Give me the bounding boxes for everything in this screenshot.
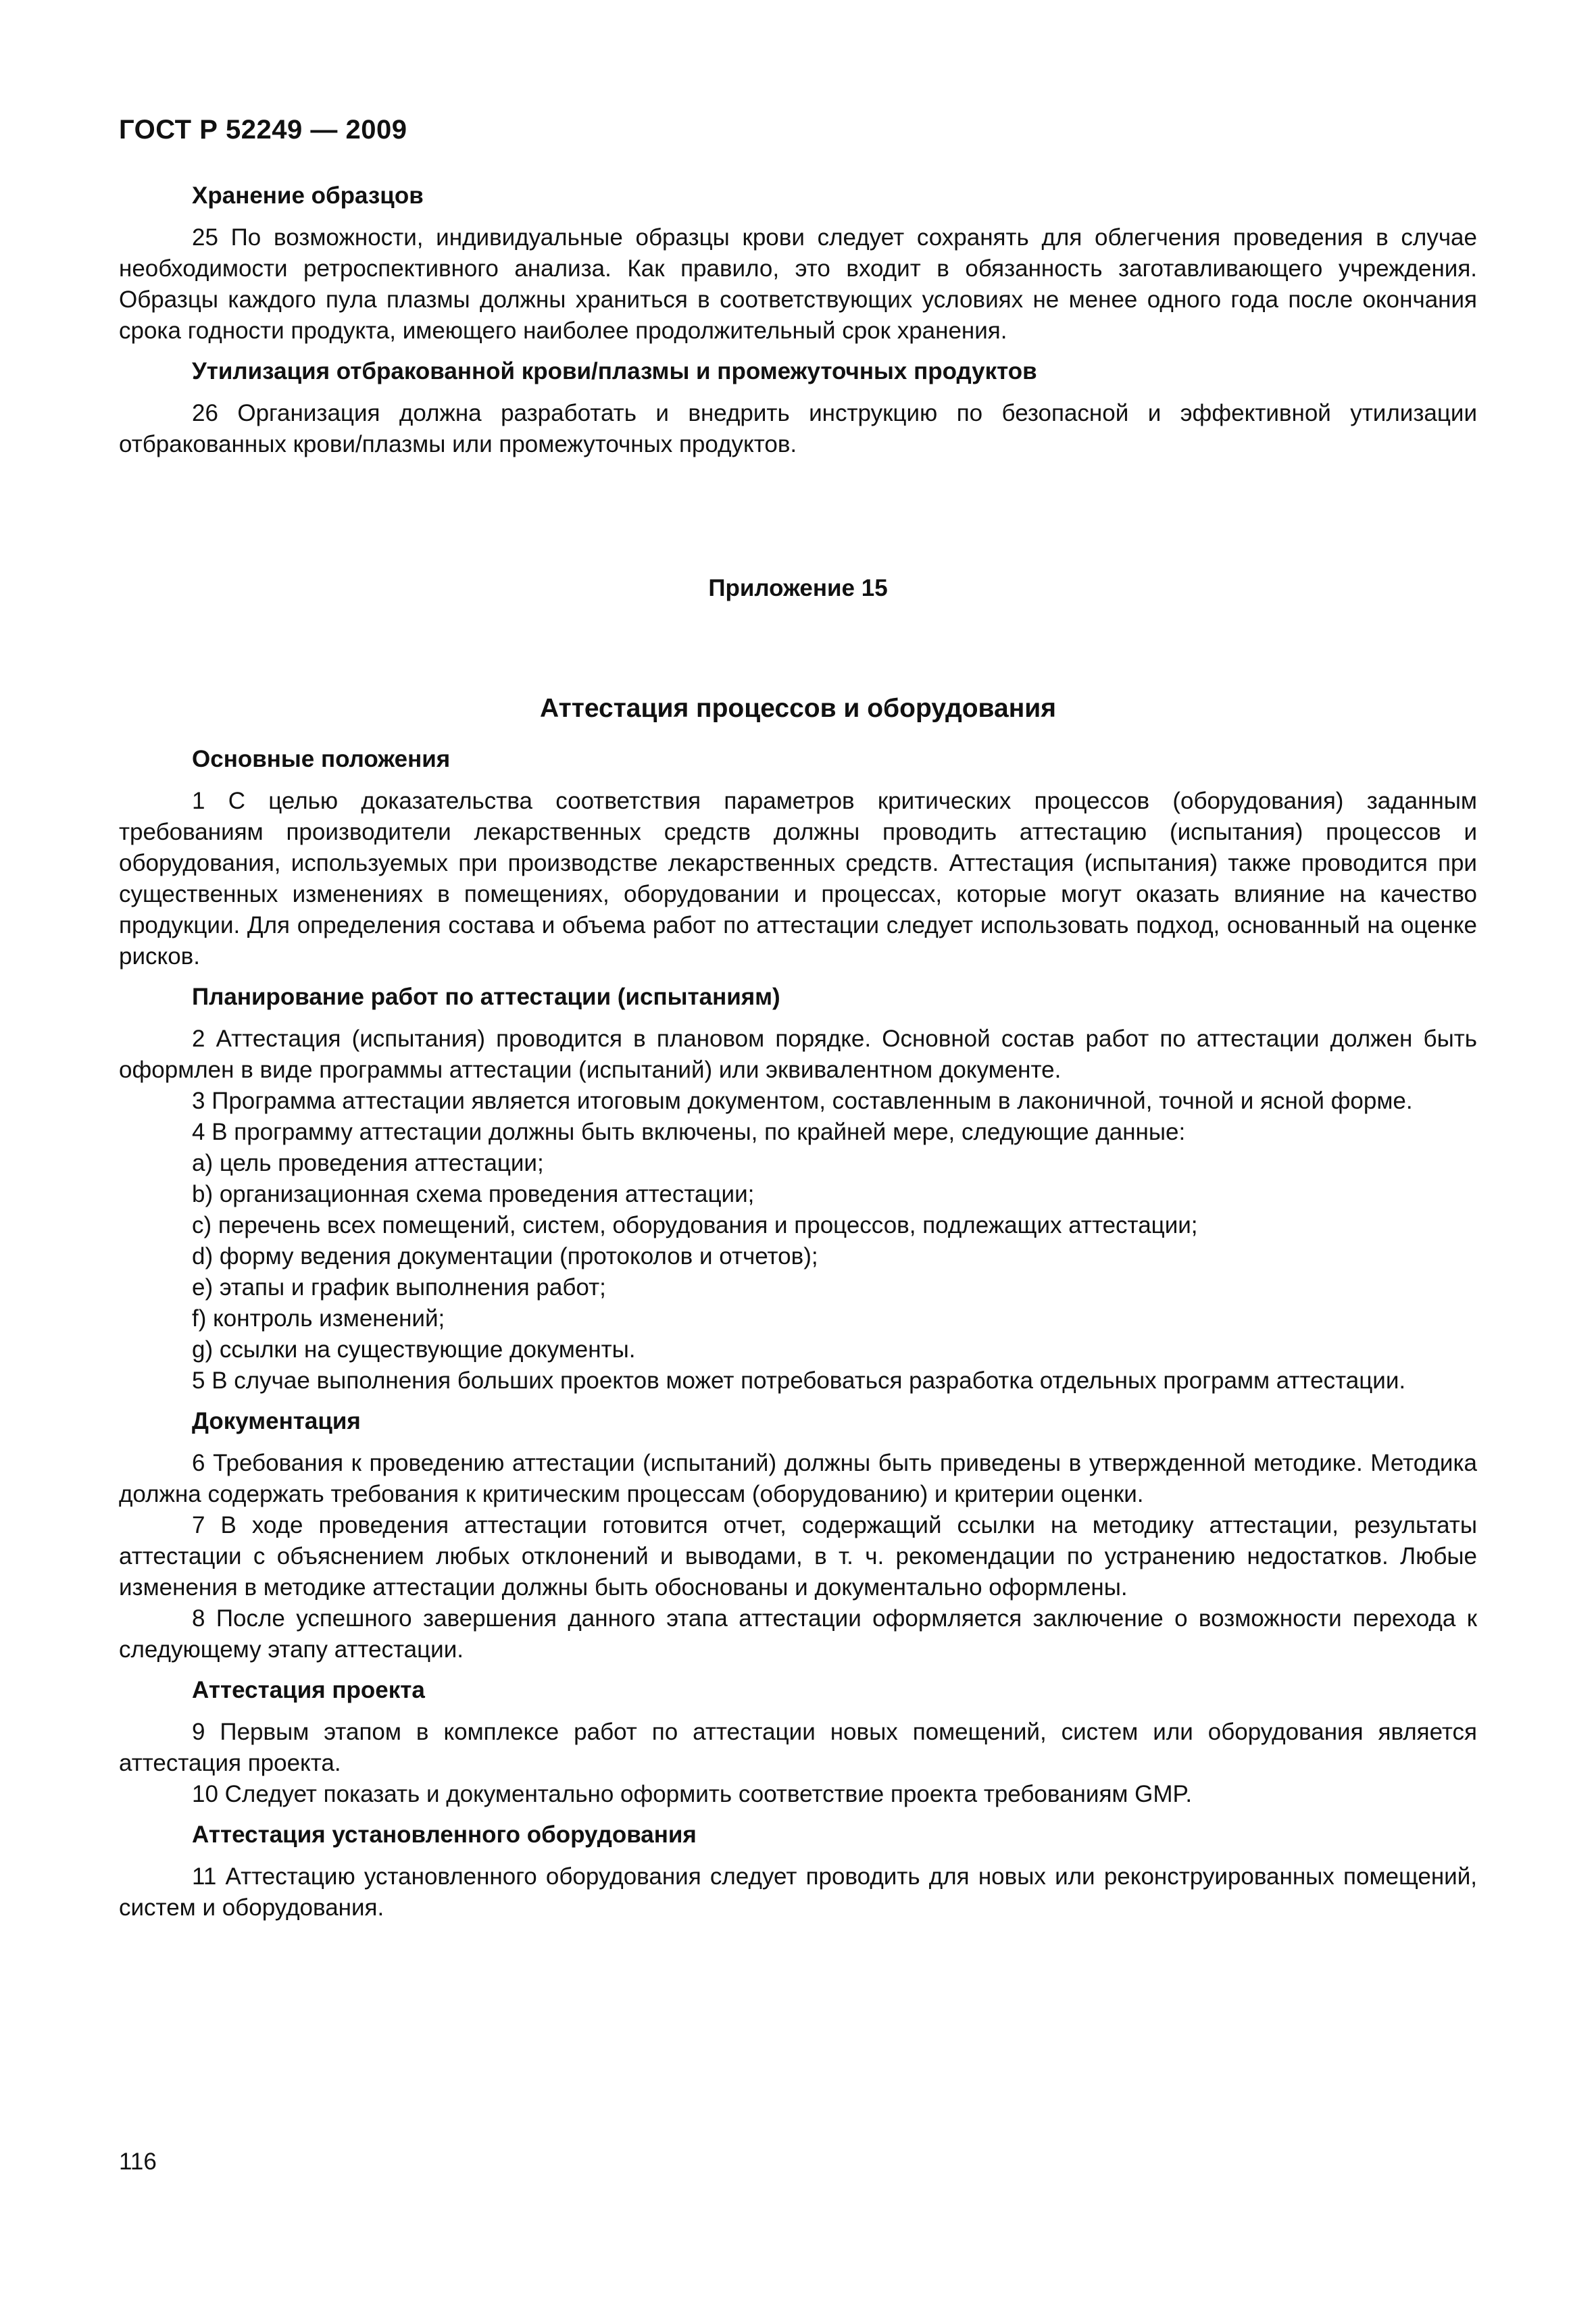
- section-heading: Аттестация установленного оборудования: [192, 1821, 697, 1848]
- paragraph: 10 Следует показать и документально оформить соответствие проекта требованиям GMP.: [192, 1781, 1193, 1807]
- section-heading: Аттестация проекта: [192, 1677, 425, 1703]
- paragraph: 4 В программу аттестации должны быть включены, по крайней мере, следующие данные:: [192, 1119, 1186, 1145]
- section-heading: Планирование работ по аттестации (испытаниям): [192, 984, 780, 1010]
- list-item: a) цель проведения аттестации;: [192, 1150, 544, 1176]
- list-item: d) форму ведения документации (протоколов и отчетов);: [192, 1243, 818, 1269]
- paragraph: 11 Аттестацию установленного оборудования следует проводить для новых или реконструированных помещений, систем и оборудования.: [119, 1863, 1477, 1921]
- list-item: e) этапы и график выполнения работ;: [192, 1274, 606, 1301]
- paragraph: 1 С целью доказательства соответствия параметров критических процессов (оборудования) заданным требованиям производители лекарственных средств должны проводить аттестацию (испытания) процессов и оборудования, используемых при производстве лекарственных средств. Аттестация (испытания) также проводится при существенных изменениях в помещениях, оборудовании и процессах, которые могут оказать влияние на качество продукции. Для определения состава и объема работ по аттестации следует использовать подход, основанный на оценке рисков.: [119, 788, 1477, 970]
- section-heading: Утилизация отбракованной крови/плазмы и промежуточных продуктов: [192, 358, 1037, 384]
- paragraph: 25 По возможности, индивидуальные образцы крови следует сохранять для облегчения проведения в случае необходимости ретроспективного анализа. Как правило, это входит в обязанность заготавливающего учреждения. Образцы каждого пула плазмы должны храниться в соответствующих условиях не менее одного года после окончания срока годности продукта, имеющего наиболее продолжительный срок хранения.: [119, 224, 1477, 344]
- paragraph: 8 После успешного завершения данного этапа аттестации оформляется заключение о возможности перехода к следующему этапу аттестации.: [119, 1605, 1477, 1663]
- section-heading: Документация: [192, 1408, 361, 1434]
- paragraph: 26 Организация должна разработать и внедрить инструкцию по безопасной и эффективной утилизации отбракованных крови/плазмы или промежуточных продуктов.: [119, 400, 1477, 457]
- page-number: 116: [119, 2148, 157, 2175]
- document-id: ГОСТ Р 52249 — 2009: [119, 115, 407, 145]
- section-heading: Хранение образцов: [192, 182, 424, 209]
- paragraph: 3 Программа аттестации является итоговым документом, составленным в лаконичной, точной и ясной форме.: [192, 1088, 1413, 1114]
- paragraph: 5 В случае выполнения больших проектов может потребоваться разработка отдельных программ аттестации.: [192, 1367, 1406, 1394]
- list-item: b) организационная схема проведения аттестации;: [192, 1181, 755, 1207]
- section-heading: Основные положения: [192, 746, 451, 772]
- document-page: [119, 115, 1477, 1923]
- list-item: f) контроль изменений;: [192, 1305, 445, 1332]
- paragraph: 2 Аттестация (испытания) проводится в плановом порядке. Основной состав работ по аттестации должен быть оформлен в виде программы аттестации (испытаний) или эквивалентном документе.: [119, 1026, 1477, 1083]
- appendix-title: Аттестация процессов и оборудования: [539, 694, 1056, 723]
- paragraph: 9 Первым этапом в комплексе работ по аттестации новых помещений, систем или оборудования является аттестация проекта.: [119, 1719, 1477, 1776]
- appendix-label: Приложение 15: [708, 575, 888, 601]
- paragraph: 6 Требования к проведению аттестации (испытаний) должны быть приведены в утвержденной методике. Методика должна содержать требования к критическим процессам (оборудованию) и критерии оценки.: [119, 1450, 1477, 1507]
- paragraph: 7 В ходе проведения аттестации готовится отчет, содержащий ссылки на методику аттестации, результаты аттестации с объяснением любых отклонений и выводами, в т. ч. рекомендации по устранению недостатков. Любые изменения в методике аттестации должны быть обоснованы и документально оформлены.: [119, 1512, 1477, 1601]
- list-item: g) ссылки на существующие документы.: [192, 1336, 636, 1363]
- list-item: c) перечень всех помещений, систем, оборудования и процессов, подлежащих аттестации;: [192, 1212, 1198, 1238]
